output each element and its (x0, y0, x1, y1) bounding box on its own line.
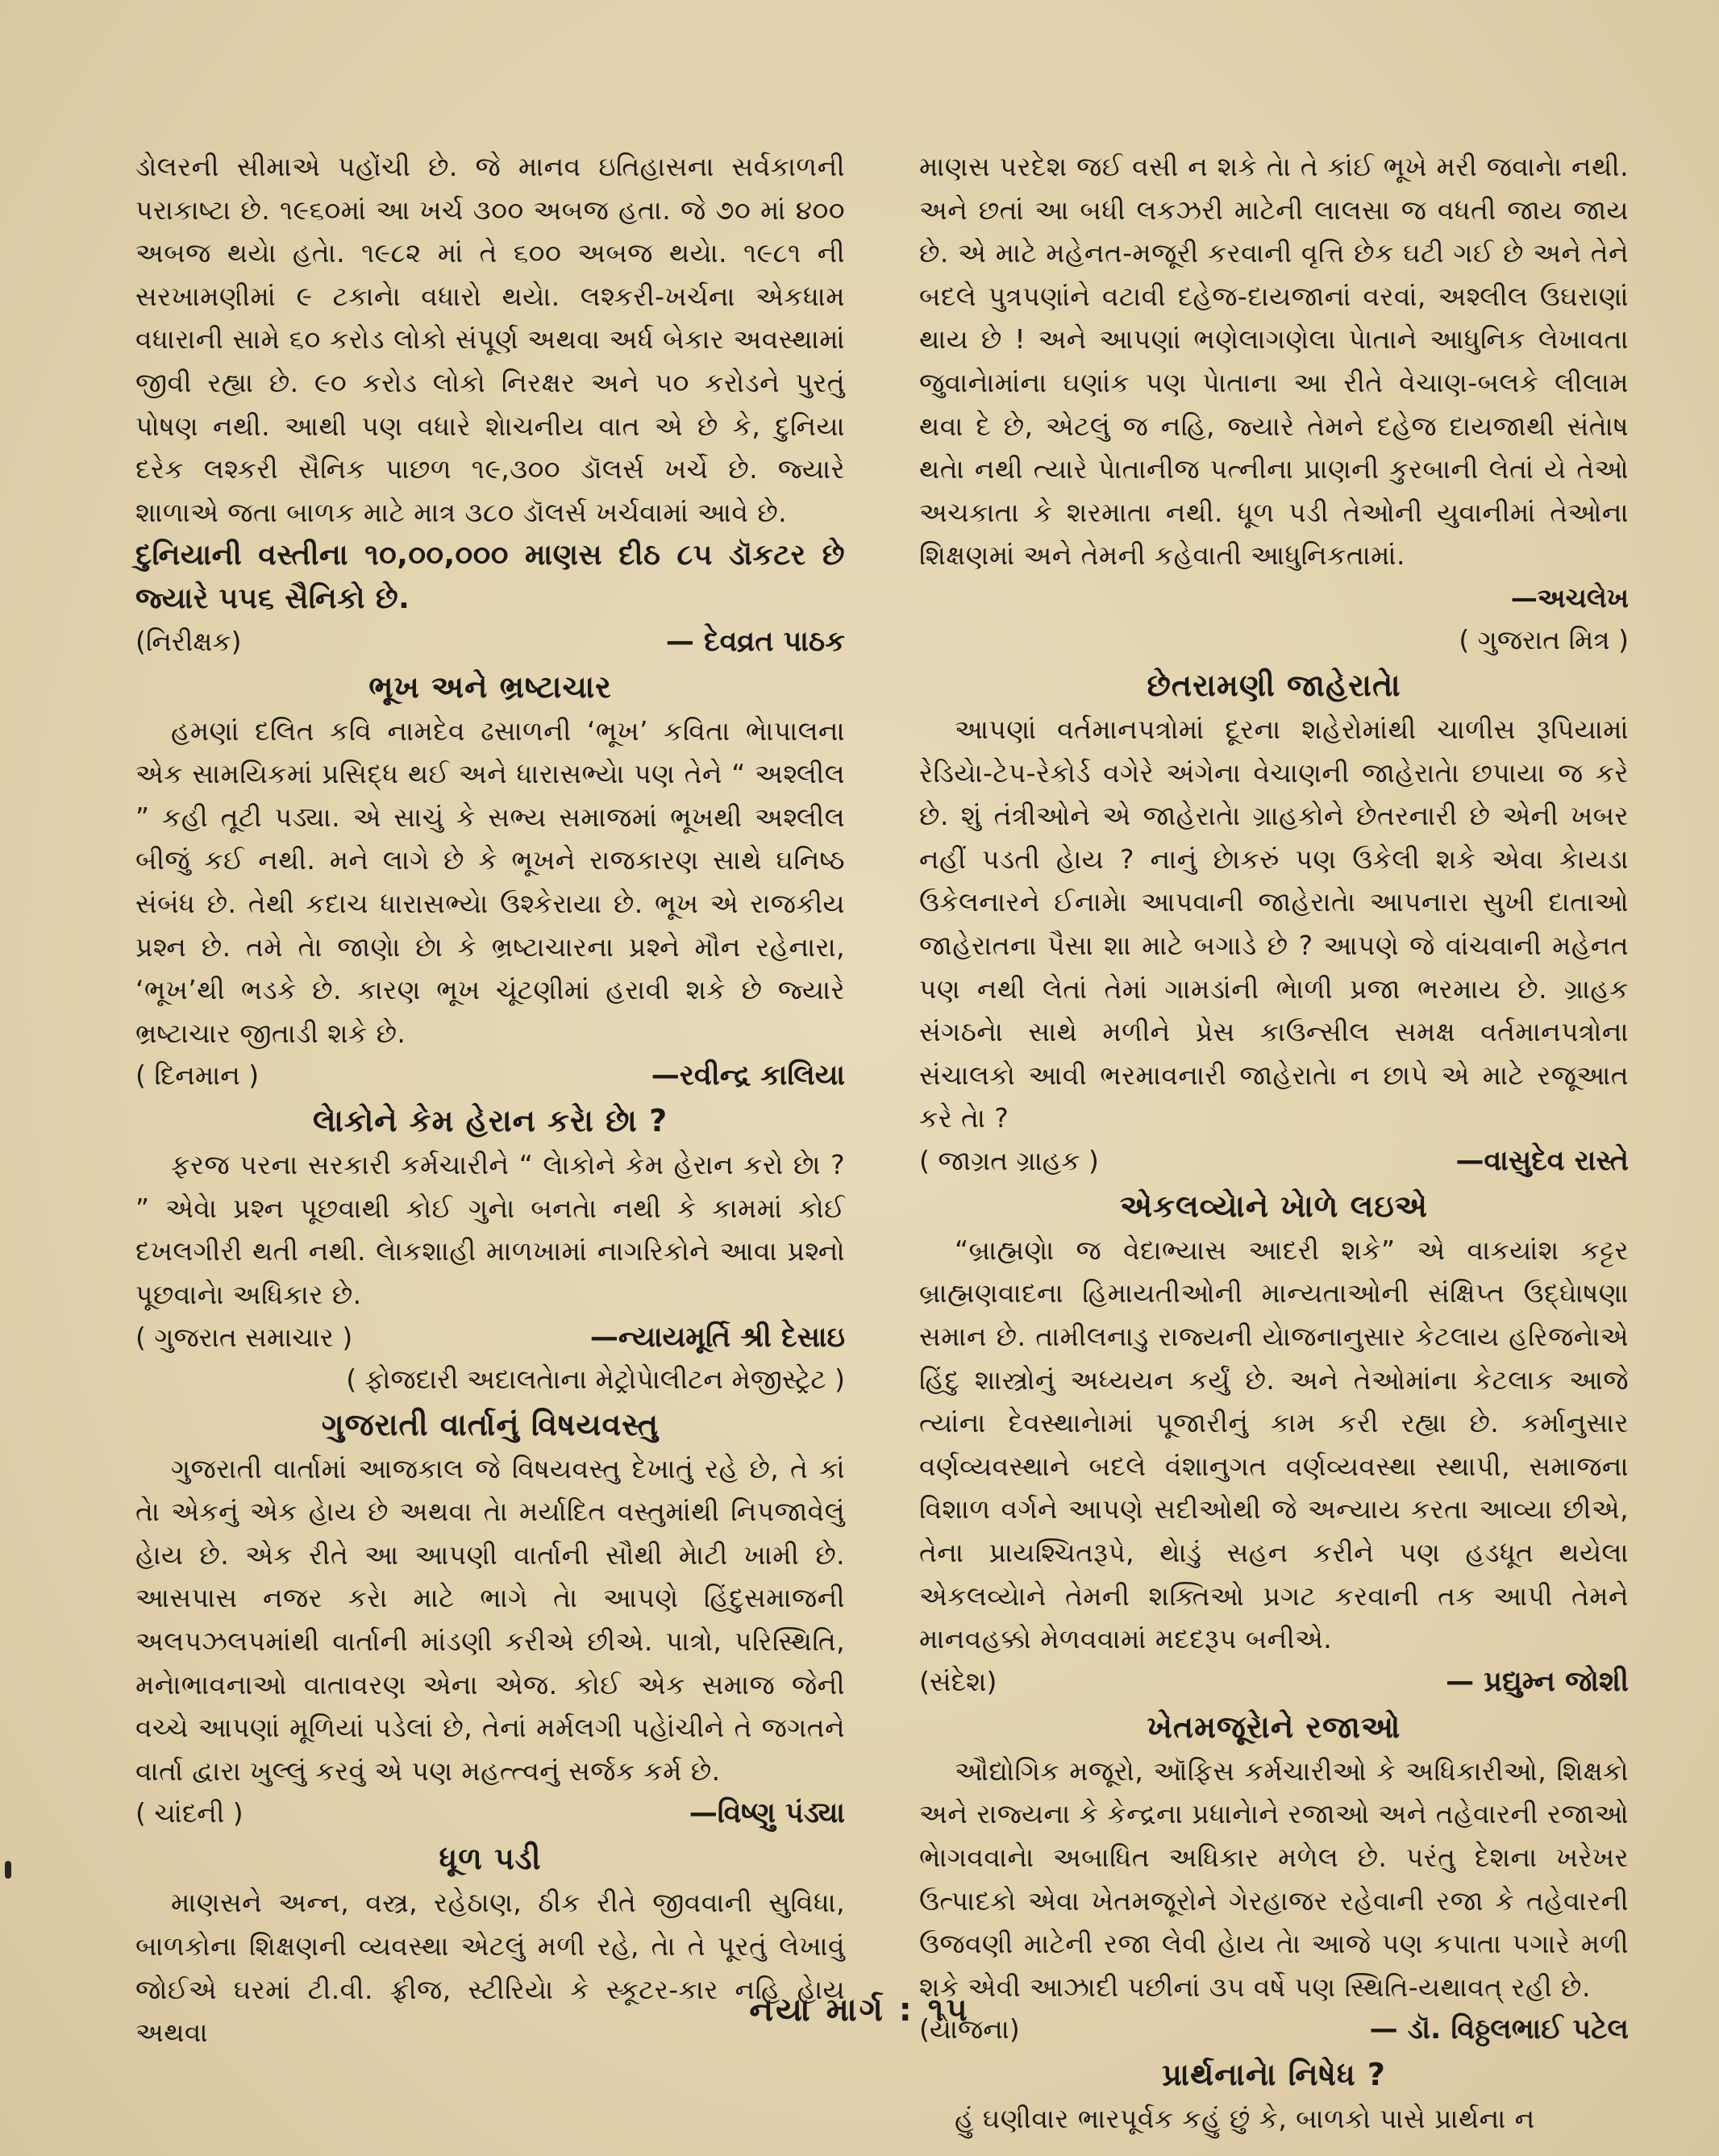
section-source-harass: ( ગુજરાત સમાચાર ) (135, 1321, 353, 1353)
left-column (135, 145, 845, 2054)
section-source-eklavya: (સંદેશ) (919, 1665, 997, 1697)
section-title-stories: ગુજરાતી વાર્તાનું વિષયવસ્તુ (321, 1406, 660, 1442)
section-credit-hunger (135, 1055, 845, 1097)
section-source-hunger: ( દિનમાન ) (135, 1059, 260, 1092)
section-title-hunger: ભૂખ અને ભ્રષ્ટાચાર (368, 668, 612, 705)
section-source-ads: ( જાગ્રત ગ્રાહક ) (919, 1144, 1099, 1176)
section-author-stories: —વિષ્ણુ પંડ્યા (689, 1797, 845, 1830)
section-author-farmworkers: — ડૉ. વિઠ્ઠલભાઈ પટેલ (1369, 2013, 1629, 2046)
section-author-eklavya: — પ્રદ્યુમ્ન જોશી (1446, 1665, 1629, 1698)
section-credit-ads (919, 1140, 1629, 1182)
section-text-hunger: હમણાં દલિત કવિ નામદેવ ઢસાળની ‘ભૂખ’ કવિતા ભેાપાલના એક સામયિકમાં પ્રસિદ્ધ થઈ અને ધારાસભ્યેા પણ તેને “ અશ્લીલ ” કહી તૂટી પડ્યા. એ સાચું કે સભ્ય સમાજમાં ભૂખથી અશ્લીલ બીજું કઈ નથી. મને લાગે છે કે ભૂખને રાજકારણ સાથે ઘનિષ્ઠ સંબંધ છે. તેથી કદાચ ધારાસભ્યેા ઉશ્કેરાયા છે. ભૂખ એ રાજકીય પ્રશ્ન છે. તમે તેા જાણેા છેા કે ભ્રષ્ટાચારના પ્રશ્ને મૌન રહેનારા, ‘ભૂખ’થી ભડકે છે. કારણ ભૂખ ચૂંટણીમાં હરાવી શકે છે જ્યારે ભ્રષ્ટાચાર જીતાડી શકે છે. (135, 714, 845, 1049)
section-title-dust: ધૂળ પડી (439, 1841, 542, 1877)
section-source-farmworkers: (યેાજના) (919, 2013, 1020, 2046)
section-author-harass: —ન્યાયમૂર્તિ શ્રી દેસાઇ (589, 1321, 845, 1354)
section-author-ads: —વાસુદેવ રાસ્તે (1455, 1144, 1629, 1177)
right-column (919, 145, 1629, 2141)
intro-author: — દેવવ્રત પાઠક (665, 625, 845, 658)
section-text-harass: ફરજ પરના સરકારી કર્મચારીને “ લેાકોને કેમ હેરાન કરો છેા ? ” એવેા પ્રશ્ન પૂછવાથી કોઈ ગુનેા બનતેા નથી કે કામમાં કોઈ દખલગીરી થતી નથી. લેાકશાહી માળખામાં નાગરિકોને આવા પ્રશ્નો પૂછવાનેા અધિકાર છે. (135, 1149, 845, 1311)
section-title-farmworkers: ખેતમજૂરેાને રજાઓ (1147, 1709, 1401, 1745)
section-text-farmworkers: ઔદ્યોગિક મજૂરો, ઑફિસ કર્મચારીઓ કે અધિકારીઓ, શિક્ષકો અને રાજ્યના કે કેન્દ્રના પ્રધાનેાને રજાઓ અને તહેવારની રજાઓ ભેાગવવાનેા અબાધિત અધિકાર મળેલ છે. પરંતુ દેશના ખરેખર ઉત્પાદકો એવા ખેતમજૂરોને ગેરહાજર રહેવાની રજા કે તહેવારની ઉજવણી માટેની રજા લેવી હેાય તેા આજે પણ કપાતા પગારે મળી શકે એવી આઝાદી પછીનાં ૩૫ વર્ષે પણ સ્થિતિ-યથાવત્‌ રહી છે. (919, 1754, 1629, 2003)
intro-credit (135, 621, 845, 663)
section-text-dust: માણસને અન્ન, વસ્ત્ર, રહેઠાણ, ઠીક રીતે જીવવાની સુવિધા, બાળકોના શિક્ષણની વ્યવસ્થા એટલું મળી રહે, તેા તે પૂરતું લેખાવું જોઈએ ઘરમાં ટી.વી. ફ્રીજ, સ્ટીરિયેા કે સ્કૂટર-કાર નહિ હેાય અથવા (135, 1887, 845, 2049)
section-text-eklavya: “બ્રાહ્મણેા જ વેદાભ્યાસ આદરી શકે” એ વાકયાંશ કટ્ટર બ્રાહ્મણવાદના હિમાયતીઓની માન્યતાઓની સંક્ષિપ્ત ઉદ્‌ઘેાષણા સમાન છે. તામીલનાડુ રાજ્યની યેાજનાનુસાર કેટલાય હરિજનેાએ હિંદુ શાસ્ત્રોનું અધ્યયન કર્યું છે. અને તેઓમાંના કેટલાક આજે ત્યાંના દેવસ્થાનેામાં પૂજારીનું કામ કરી રહ્યા છે. કર્માનુસાર વર્ણવ્યવસ્થાને બદલે વંશાનુગત વર્ણવ્યવસ્થા સ્થાપી, સમાજના વિશાળ વર્ગને આપણે સદીઓથી જે અન્યાય કરતા આવ્યા છીએ, તેના પ્રાયશ્ચિતરૂપે, થેાડું સહન કરીને પણ હડધૂત થયેલા એકલવ્યેાને તેમની શક્તિઓ પ્રગટ કરવાની તક આપી તેમને માનવહક્કો મેળવવામાં મદદરૂપ બનીએ. (919, 1234, 1629, 1655)
section-text-stories: ગુજરાતી વાર્તામાં આજકાલ જે વિષયવસ્તુ દેખાતું રહે છે, તે કાં તેા એકનું એક હેાય છે અથવા તેા મર્યાદિત વસ્તુમાંથી નિપજાવેલું હેાય છે. એક રીતે આ આપણી વાર્તાની સૌથી મેાટી ખામી છે. આસપાસ નજર કરેા માટે ભાગે તેા આપણે હિંદુસમાજની અલપઝલપમાંથી વાર્તાની માંડણી કરીએ છીએ. પાત્રો, પરિસ્થિતિ, મનેાભાવનાઓ વાતાવરણ એના એજ. કોઈ એક સમાજ જેની વચ્ચે આપણાં મૂળિયાં પડેલાં છે, તેનાં મર્મલગી પહેાંચીને તે જગતને વાર્તા દ્વારા ખુલ્લું કરવું એ પણ મહત્ત્વનું સર્જક કર્મ છે. (135, 1452, 845, 1787)
intro-paragraph: ડોલરની સીમાએ પહોંચી છે. જે માનવ ઇતિહાસના સર્વકાળની પરાકાષ્ટા છે. ૧૯૬૦માં આ ખર્ચ ૩૦૦ અબજ હતા. જે ૭૦ માં ૪૦૦ અબજ થયેા હતેા. ૧૯૮૨ માં તે ૬૦૦ અબજ થયેા. ૧૯૮૧ ની સરખામણીમાં ૯ ટકાનેા વધારો થયેા. લશ્કરી-ખર્ચના એકધામ વધારાની સામે ૬૦ કરોડ લોકો સંપૂર્ણ અથવા અર્ધ બેકાર અવસ્થામાં જીવી રહ્યા છે. ૯૦ કરોડ લોકો નિરક્ષર અને ૫૦ કરોડને પુરતું પોષણ નથી. આથી પણ વધારે શેાચનીય વાત એ છે કે, દુનિયા દરેક લશ્કરી સૈનિક પાછળ ૧૯,૩૦૦ ડૉલર્સ ખર્ચે છે. જ્યારે શાળાએ જતા બાળક માટે માત્ર ૩૮૦ ડૉલર્સ ખર્ચવામાં આવે છે. (135, 151, 845, 528)
continued-author: —અચલેખ (1510, 581, 1629, 614)
margin-mark (5, 1861, 11, 1879)
continued-paragraph: માણસ પરદેશ જઈ વસી ન શકે તેા તે કાંઈ ભૂખે મરી જવાનેા નથી. અને છતાં આ બધી લકઝરી માટેની લાલસા જ વધતી જાય જાય છે. એ માટે મહેનત-મજૂરી કરવાની વૃત્તિ છેક ઘટી ગઈ છે અને તેને બદલે પુત્રપણાંને વટાવી દહેજ-દાયજાનાં વરવાં, અશ્લીલ ઉઘરાણાં થાય છે ! અને આપણાં ભણેલાગણેલા પેાતાને આધુનિક લેખાવતા જુવાનેામાંના ઘણાંક પણ પેાતાના આ રીતે વેચાણ-બલકે લીલામ થવા દે છે, એટલું જ નહિ, જ્યારે તેમને દહેજ દાયજાથી સંતેાષ થતેા નથી ત્યારે પેાતાનીજ પત્નીના પ્રાણની કુરબાની લેતાં યે તેઓ અચકાતા કે શરમાતા નથી. ધૂળ પડી તેઓની યુવાનીમાં તેઓના શિક્ષણમાં અને તેમની કહેવાતી આધુનિકતામાં. (919, 151, 1629, 572)
continued-source: ( ગુજરાત મિત્ર ) (1459, 623, 1629, 656)
page-footer: નયા માર્ગ : ૧૫ (749, 1992, 970, 2029)
section-author-note-harass: ( ફોજદારી અદાલતેાના મેટ્રોપેાલીટન મેજીસ્ટ્રેટ ) (346, 1363, 845, 1395)
section-author-hunger: —રવીન્દ્ર કાલિયા (651, 1059, 845, 1093)
section-title-prayer: પ્રાર્થનાનેા નિષેધ ? (1162, 2057, 1386, 2093)
intro-source: (નિરીક્ષક) (135, 625, 242, 657)
section-source-stories: ( ચાંદની ) (135, 1797, 243, 1829)
section-credit-eklavya (919, 1661, 1629, 1703)
section-text-ads: આપણાં વર્તમાનપત્રોમાં દૂરના શહેરોમાંથી ચાળીસ રૂપિયામાં રેડિયેા-ટેપ-રેકોર્ડ વગેરે અંગેના વેચાણની જાહેરાતેા છપાયા જ કરે છે. શું તંત્રીઓને એ જાહેરાતેા ગ્રાહકોને છેતરનારી છે એની ખબર નહીં પડતી હેાય ? નાનું છેાકરું પણ ઉકેલી શકે એવા કેાયડા ઉકેલનારને ઈનામેા આપવાની જાહેરાતેા આપનારા સુખી દાતાઓ જાહેરાતના પૈસા શા માટે બગાડે છે ? આપણે જે વાંચવાની મહેનત પણ નથી લેતાં તેમાં ગામડાંની ભેાળી પ્રજા ભરમાય છે. ગ્રાહક સંગઠનેા સાથે મળીને પ્રેસ કાઉન્સીલ સમક્ષ વર્તમાનપત્રોના સંચાલકો આવી ભરમાવનારી જાહેરાતેા ન છાપે એ માટે રજૂઆત કરે તેા ? (919, 713, 1629, 1134)
intro-bold-statement: દુનિયાની વસ્તીના ૧૦,૦૦,૦૦૦ માણસ દીઠ ૮૫ ડૉકટર છે જ્યારે ૫૫૬ સૈનિકો છે. (135, 539, 845, 615)
section-credit-stories (135, 1792, 845, 1834)
section-title-ads: છેતરામણી જાહેરાતેા (1147, 667, 1401, 703)
section-text-prayer: હું ઘણીવાર ભારપૂર્વક કહું છું કે, બાળકો પાસે પ્રાર્થના ન (955, 2103, 1535, 2135)
section-title-harass: લેાકોને કેમ હેરાન કરેા છેા ? (312, 1103, 668, 1139)
section-title-eklavya: એકલવ્યેાને ખેાળે લઇએ (1120, 1188, 1428, 1224)
section-credit-harass (135, 1317, 845, 1359)
